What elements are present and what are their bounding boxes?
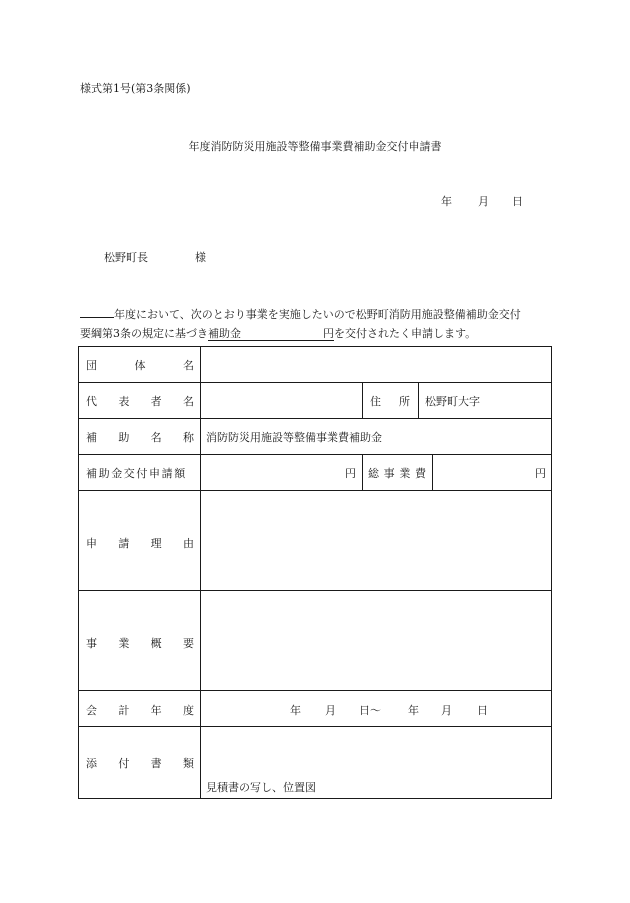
- group-name-label: 団 体 名: [86, 359, 194, 372]
- fiscal-end-month: 月: [441, 704, 452, 717]
- fiscal-year-label: 会 計 年 度: [86, 704, 194, 717]
- total-cost-label: 総 事 業 費: [368, 467, 426, 480]
- form-number: 様式第1号(第3条関係): [80, 82, 191, 95]
- total-cost-field[interactable]: [433, 455, 551, 490]
- document-title: 年度消防防災用施設等整備事業費補助金交付申請書: [188, 140, 442, 153]
- subsidy-amount-field[interactable]: 補助金 円: [208, 327, 334, 340]
- addressee: 松野町長: [104, 251, 148, 264]
- applied-amount-label: 補助金交付申請額: [86, 467, 187, 480]
- reason-label: 申 請 理 由: [86, 537, 194, 550]
- year-blank[interactable]: [80, 305, 114, 318]
- fiscal-start-day: 日〜: [359, 704, 381, 717]
- date-year: 年: [441, 195, 452, 208]
- applied-amount-unit: 円: [345, 467, 356, 480]
- applied-amount-field[interactable]: [201, 455, 362, 490]
- group-name-field[interactable]: [201, 347, 551, 382]
- intro-line-2: [80, 325, 476, 341]
- subsidy-name-value: 消防防災用施設等整備事業費補助金: [206, 431, 382, 444]
- honorific: 様: [195, 251, 206, 264]
- subsidy-name-label: 補 助 名 称: [86, 431, 194, 444]
- date-day: 日: [512, 195, 523, 208]
- attachments-label: 添 付 書 類: [86, 757, 194, 770]
- representative-field[interactable]: [201, 383, 362, 418]
- fiscal-start-month: 月: [325, 704, 336, 717]
- address-label: 住 所: [370, 395, 410, 408]
- fiscal-end-day: 日: [477, 704, 488, 717]
- reason-field[interactable]: [201, 491, 551, 590]
- date-month: 月: [478, 195, 489, 208]
- fiscal-end-year: 年: [408, 704, 419, 717]
- fiscal-start-year: 年: [290, 704, 301, 717]
- total-cost-unit: 円: [535, 467, 546, 480]
- address-field[interactable]: 松野町大字: [425, 395, 480, 408]
- intro-text-1: 年度において、次のとおり事業を実施したいので松野町消防用施設整備補助金交付: [114, 308, 521, 321]
- intro-line-1: [80, 305, 521, 322]
- representative-label: 代 表 者 名: [86, 395, 194, 408]
- intro-text-3: を交付されたく申請します。: [334, 327, 477, 340]
- overview-field[interactable]: [201, 591, 551, 690]
- overview-label: 事 業 概 要: [86, 637, 194, 650]
- intro-text-2: 要綱第3条の規定に基づき: [80, 327, 208, 340]
- attachments-value: 見積書の写し、位置図: [206, 781, 316, 794]
